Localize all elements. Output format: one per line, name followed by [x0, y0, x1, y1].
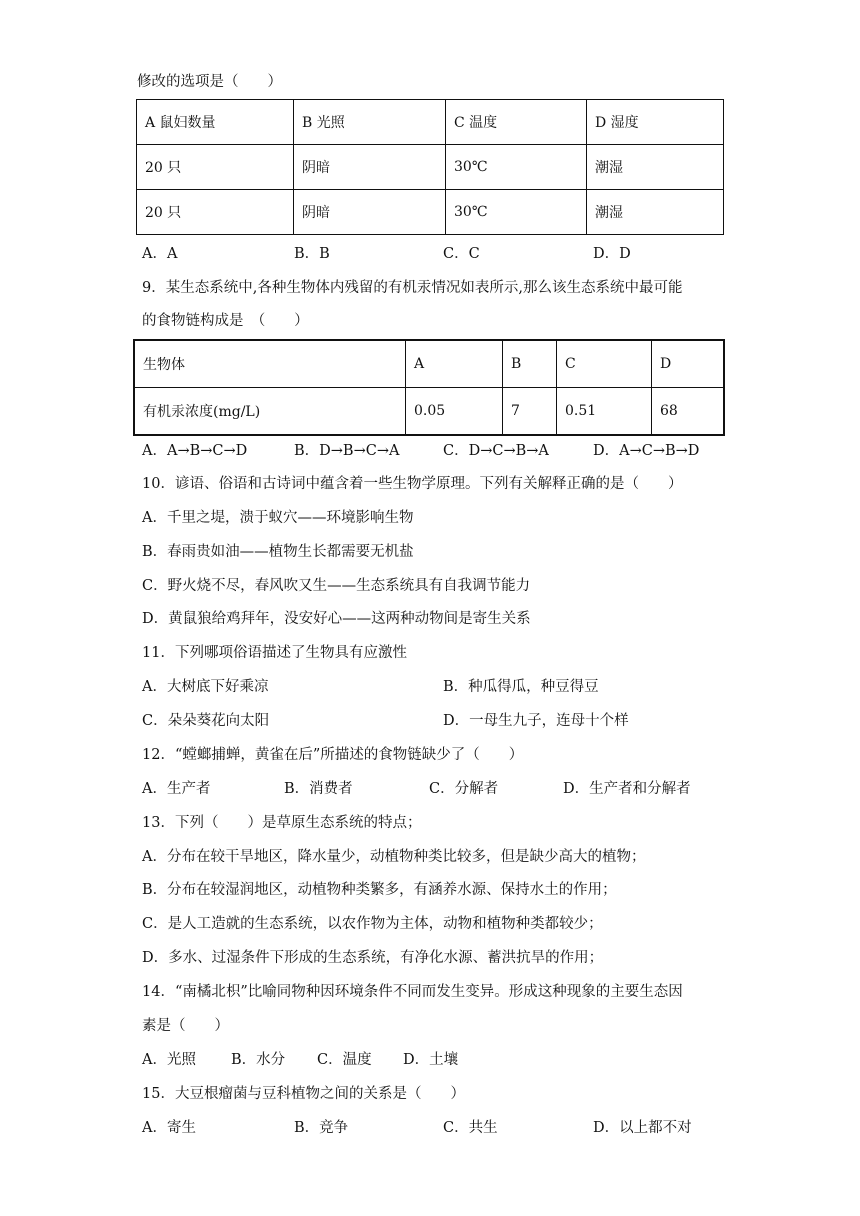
q12-option-a: A．生产者	[142, 781, 211, 797]
q8-option-c: C．C	[443, 246, 480, 262]
table-cell: 0.51	[557, 388, 652, 436]
table-cell: 68	[652, 388, 725, 436]
table-row	[134, 388, 724, 436]
table-cell: 30℃	[446, 190, 587, 235]
q15-option-b: B．竞争	[294, 1120, 349, 1136]
q15-option-d: D．以上都不对	[593, 1120, 692, 1136]
table-cell: 30℃	[446, 145, 587, 190]
q11-stem: 11．下列哪项俗语描述了生物具有应激性	[142, 645, 407, 661]
table-cell: 20 只	[137, 145, 294, 190]
table-cell: 0.05	[406, 388, 503, 436]
q12-option-c: C．分解者	[429, 781, 499, 797]
table-row	[137, 145, 724, 190]
table-cell: 阴暗	[294, 190, 446, 235]
q11-option-b: B．种瓜得瓜，种豆得豆	[443, 679, 599, 695]
table-cell: C 温度	[446, 100, 587, 145]
q12-option-b: B．消费者	[284, 781, 353, 797]
q13-option-b: B．分布在较湿润地区，动植物种类繁多，有涵养水源、保持水土的作用；	[142, 882, 617, 898]
q13-option-d: D．多水、过湿条件下形成的生态系统，有净化水源、蓄洪抗旱的作用；	[142, 950, 604, 966]
q8-tail: 修改的选项是（ ）	[137, 74, 282, 90]
q10-option-c: C．野火烧不尽，春风吹又生——生态系统具有自我调节能力	[142, 578, 531, 594]
q10-option-b: B．春雨贵如油——植物生长都需要无机盐	[142, 544, 414, 560]
rearing-conditions-table	[136, 99, 724, 235]
q10-stem: 10．谚语、俗语和古诗词中蕴含着一些生物学原理。下列有关解释正确的是（ ）	[142, 476, 683, 492]
q12-option-d: D．生产者和分解者	[563, 781, 691, 797]
q12-stem: 12．“螳螂捕蝉，黄雀在后”所描述的食物链缺少了（ ）	[142, 747, 524, 763]
mercury-concentration-table	[133, 339, 725, 436]
table-cell: A 鼠妇数量	[137, 100, 294, 145]
q9-stem-line1: 9．某生态系统中,各种生物体内残留的有机汞情况如表所示,那么该生态系统中最可能	[142, 280, 683, 296]
q14-option-c: C．温度	[317, 1052, 372, 1068]
q10-option-a: A．千里之堤，溃于蚁穴——环境影响生物	[142, 510, 414, 526]
q13-option-c: C．是人工造就的生态系统，以农作物为主体，动物和植物种类都较少；	[142, 916, 603, 932]
q11-option-c: C．朵朵葵花向太阳	[142, 713, 270, 729]
table-header-row	[134, 340, 724, 388]
table-cell: 潮湿	[587, 190, 724, 235]
q8-option-b: B．B	[294, 246, 330, 262]
q15-option-c: C．共生	[443, 1120, 498, 1136]
q11-option-a: A．大树底下好乘凉	[142, 679, 269, 695]
table-cell: 7	[503, 388, 557, 436]
table-cell: D 湿度	[587, 100, 724, 145]
q14-option-a: A．光照	[142, 1052, 196, 1068]
q13-option-a: A．分布在较干旱地区，降水量少，动植物种类比较多，但是缺少高大的植物；	[142, 849, 646, 865]
q10-option-d: D．黄鼠狼给鸡拜年，没安好心——这两种动物间是寄生关系	[142, 611, 531, 627]
q8-option-d: D．D	[593, 246, 631, 262]
q13-stem: 13．下列（ ）是草原生态系统的特点；	[142, 815, 422, 831]
table-cell: 有机汞浓度(mg/L)	[134, 388, 406, 436]
q14-stem-line2: 素是（ ）	[142, 1018, 229, 1034]
q11-option-d: D．一母生九子，连母十个样	[443, 713, 629, 729]
table-cell: 20 只	[137, 190, 294, 235]
table-cell: B 光照	[294, 100, 446, 145]
table-row	[137, 190, 724, 235]
table-cell: D	[652, 340, 725, 388]
table-cell: B	[503, 340, 557, 388]
q9-option-d: D．A→C→B→D	[593, 443, 700, 459]
table-header-row	[137, 100, 724, 145]
table-cell: 阴暗	[294, 145, 446, 190]
table-cell: A	[406, 340, 503, 388]
q15-stem: 15．大豆根瘤菌与豆科植物之间的关系是（ ）	[142, 1086, 465, 1102]
q14-option-b: B．水分	[231, 1052, 286, 1068]
q9-option-c: C．D→C→B→A	[443, 443, 549, 459]
q15-option-a: A．寄生	[142, 1120, 196, 1136]
q14-option-d: D．土壤	[403, 1052, 459, 1068]
q9-option-b: B．D→B→C→A	[294, 443, 400, 459]
q9-option-a: A．A→B→C→D	[142, 443, 248, 459]
q9-stem-line2: 的食物链构成是 （ ）	[142, 313, 309, 329]
table-cell: 生物体	[134, 340, 406, 388]
q8-option-a: A．A	[142, 246, 178, 262]
q14-stem-line1: 14．“南橘北枳”比喻同物种因环境条件不同而发生变异。形成这种现象的主要生态因	[142, 984, 683, 1000]
table-cell: C	[557, 340, 652, 388]
table-cell: 潮湿	[587, 145, 724, 190]
